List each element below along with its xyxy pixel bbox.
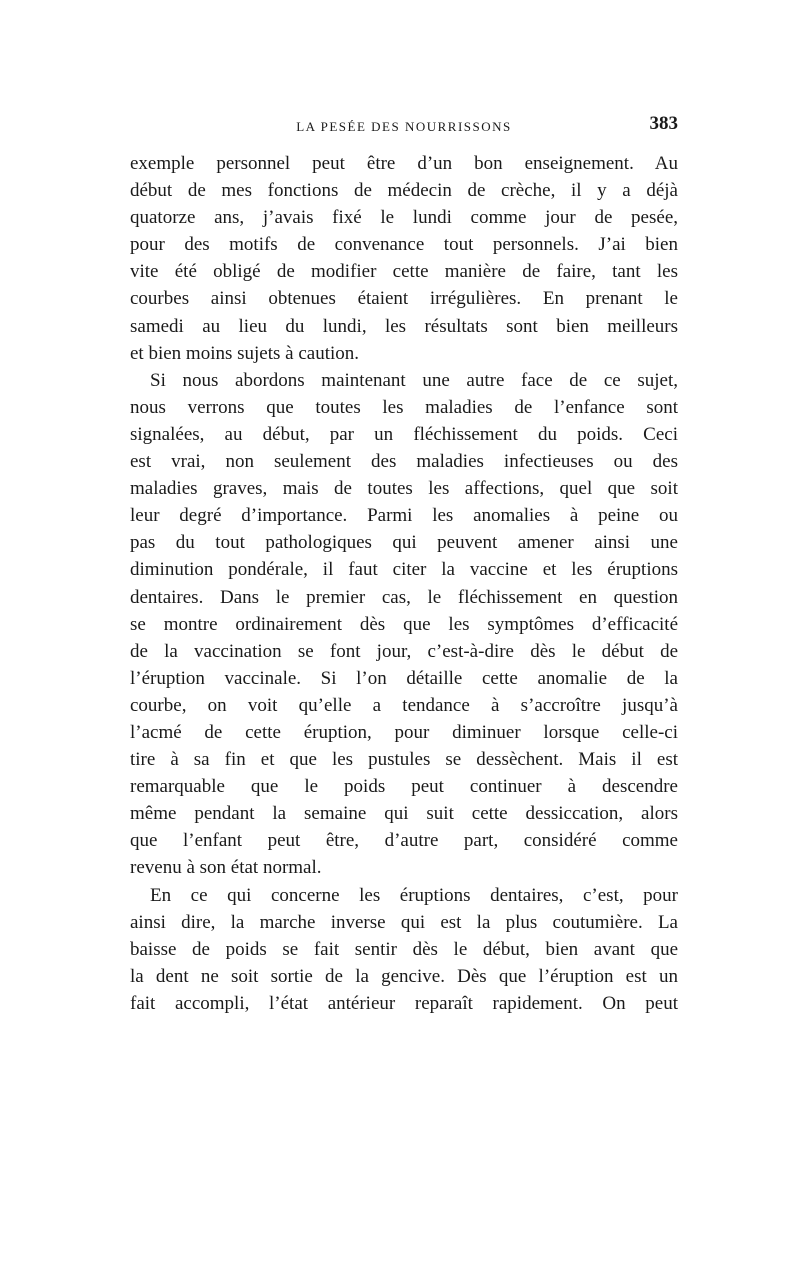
text-line: la dent ne soit sortie de la gencive. Dès que l’éruption est un [130, 965, 678, 987]
text-line: courbe, on voit qu’elle a tendance à s’accroître jusqu’à [130, 694, 678, 716]
text-line: l’acmé de cette éruption, pour diminuer lorsque celle-ci [130, 721, 678, 743]
text-line: Si nous abordons maintenant une autre face de ce sujet, [150, 369, 678, 391]
text-line: ainsi dire, la marche inverse qui est la plus coutumière. La [130, 911, 678, 933]
text-line: dentaires. Dans le premier cas, le fléchissement en question [130, 586, 678, 608]
text-line: En ce qui concerne les éruptions dentaires, c’est, pour [150, 884, 678, 906]
text-line: diminution pondérale, il faut citer la vaccine et les éruptions [130, 559, 678, 581]
text-line: remarquable que le poids peut continuer à descendre [130, 776, 678, 798]
text-line: leur degré d’importance. Parmi les anomalies à peine ou [130, 505, 678, 527]
text-line: l’éruption vaccinale. Si l’on détaille cette anomalie de la [130, 667, 678, 689]
running-title: LA PESÉE DES NOURRISSONS [296, 119, 512, 134]
text-line: pas du tout pathologiques qui peuvent amener ainsi une [130, 532, 678, 554]
text-line: vite été obligé de modifier cette manière de faire, tant les [130, 261, 678, 283]
text-line: début de mes fonctions de médecin de crèche, il y a déjà [130, 180, 678, 202]
text-line: que l’enfant peut être, d’autre part, considéré comme [130, 830, 678, 852]
text-line: signalées, au début, par un fléchissement du poids. Ceci [130, 423, 678, 445]
text-line: est vrai, non seulement des maladies infectieuses ou des [130, 451, 678, 473]
text-line: baisse de poids se fait sentir dès le début, bien avant que [130, 938, 678, 960]
text-line: pour des motifs de convenance tout personnels. J’ai bien [130, 234, 678, 256]
page-number: 383 [649, 113, 678, 134]
body-text [130, 150, 678, 1017]
paragraph [130, 882, 678, 1017]
text-line: revenu à son état normal. [130, 857, 322, 879]
text-line: courbes ainsi obtenues étaient irrégulières. En prenant le [130, 288, 678, 310]
text-line: de la vaccination se font jour, c’est-à-dire dès le début de [130, 640, 678, 662]
text-line: fait accompli, l’état antérieur reparaît rapidement. On peut [130, 992, 678, 1014]
text-line: maladies graves, mais de toutes les affections, quel que soit [130, 478, 678, 500]
text-line: quatorze ans, j’avais fixé le lundi comme jour de pesée, [130, 207, 678, 229]
text-line: exemple personnel peut être d’un bon enseignement. Au [130, 153, 678, 174]
text-line: se montre ordinairement dès que les symptômes d’efficacité [130, 613, 678, 635]
text-line: nous verrons que toutes les maladies de l’enfance sont [130, 396, 678, 418]
paragraph [130, 150, 678, 367]
text-line: même pendant la semaine qui suit cette dessiccation, alors [130, 803, 678, 825]
paragraph [130, 367, 678, 882]
text-line: et bien moins sujets à caution. [130, 342, 360, 364]
page-header [130, 113, 678, 139]
text-line: samedi au lieu du lundi, les résultats sont bien meilleurs [130, 315, 678, 337]
text-line: tire à sa fin et que les pustules se dessèchent. Mais il est [130, 749, 678, 771]
